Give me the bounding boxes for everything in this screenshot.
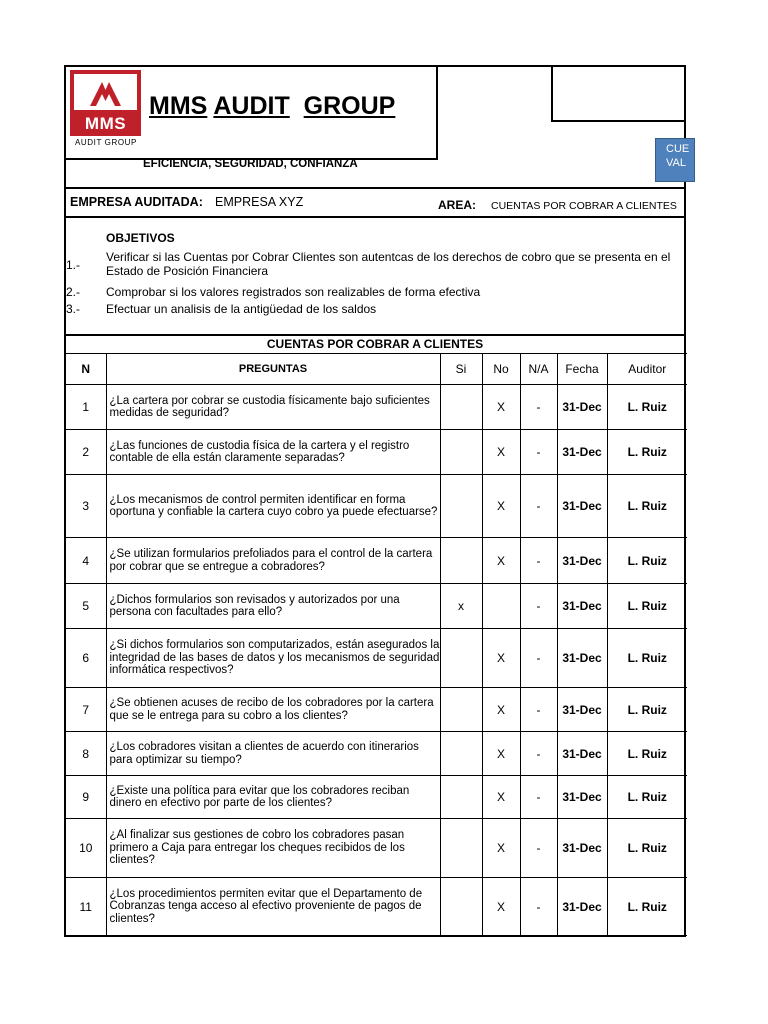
col-header-no: No xyxy=(482,354,520,385)
row-si[interactable] xyxy=(440,475,482,538)
row-si[interactable] xyxy=(440,430,482,475)
objective-text-2: Comprobar si los valores registrados son realizables de forma efectiva xyxy=(106,285,481,299)
brand-word-2: AUDIT xyxy=(213,92,290,120)
row-auditor[interactable]: L. Ruiz xyxy=(607,878,687,936)
table-row xyxy=(65,538,687,584)
objective-num-2: 2.- xyxy=(66,285,81,299)
row-no[interactable]: X xyxy=(482,475,520,538)
row-question: ¿Los procedimientos permiten evitar que el Departamento de Cobranzas tenga acceso al efectivo proveniente de pagos de clientes? xyxy=(106,878,440,936)
row-na[interactable]: - xyxy=(520,538,557,584)
objective-num-3: 3.- xyxy=(66,302,81,316)
mms-logo xyxy=(70,70,141,136)
row-number: 6 xyxy=(65,629,106,688)
row-question: ¿Si dichos formularios son computarizados, están asegurados la integridad de las bases de datos y los mecanismos de seguridad informática respectivos? xyxy=(106,629,440,688)
logo-subtext: AUDIT GROUP xyxy=(74,138,137,147)
row-na[interactable]: - xyxy=(520,878,557,936)
row-no[interactable]: X xyxy=(482,878,520,936)
row-number: 2 xyxy=(65,430,106,475)
logo-text: MMS xyxy=(84,114,127,133)
col-header-si: Si xyxy=(440,354,482,385)
logo-m-icon xyxy=(74,74,137,110)
row-number: 5 xyxy=(65,584,106,629)
divider-top xyxy=(64,187,686,189)
row-question: ¿Al finalizar sus gestiones de cobro los cobradores pasan primero a Caja para entregar los cheques recibidos de los clientes? xyxy=(106,819,440,878)
row-si[interactable] xyxy=(440,732,482,776)
row-question: ¿Los cobradores visitan a clientes de acuerdo con itinerarios para optimizar su tiempo? xyxy=(106,732,440,776)
row-fecha[interactable]: 31-Dec xyxy=(557,629,607,688)
brand-word-3: GROUP xyxy=(303,92,396,120)
objective-num-1: 1.- xyxy=(66,258,81,272)
table-row xyxy=(65,878,687,936)
row-na[interactable]: - xyxy=(520,688,557,732)
table-row xyxy=(65,688,687,732)
row-fecha[interactable]: 31-Dec xyxy=(557,538,607,584)
row-na[interactable]: - xyxy=(520,732,557,776)
company-label: EMPRESA AUDITADA: xyxy=(70,195,203,209)
row-number: 1 xyxy=(65,385,106,430)
table-row xyxy=(65,629,687,688)
row-question: ¿Se obtienen acuses de recibo de los cobradores por la cartera que se le entrega para su cobro a los clientes? xyxy=(106,688,440,732)
col-header-na: N/A xyxy=(520,354,557,385)
row-si[interactable] xyxy=(440,819,482,878)
row-question: ¿Existe una política para evitar que los cobradores reciban dinero en efectivo por parte de los clientes? xyxy=(106,776,440,819)
row-auditor[interactable]: L. Ruiz xyxy=(607,629,687,688)
divider-info xyxy=(64,216,686,218)
table-row xyxy=(65,430,687,475)
brand-title xyxy=(149,92,395,121)
col-header-n: N xyxy=(65,354,106,385)
row-number: 3 xyxy=(65,475,106,538)
button-line-1: CUE xyxy=(666,143,690,155)
row-question: ¿Las funciones de custodia física de la cartera y el registro contable de ella están claramente separadas? xyxy=(106,430,440,475)
row-question: ¿Dichos formularios son revisados y autorizados por una persona con facultades para ello? xyxy=(106,584,440,629)
row-auditor[interactable]: L. Ruiz xyxy=(607,776,687,819)
row-fecha[interactable]: 31-Dec xyxy=(557,819,607,878)
row-number: 8 xyxy=(65,732,106,776)
row-fecha[interactable]: 31-Dec xyxy=(557,732,607,776)
row-question: ¿La cartera por cobrar se custodia físicamente bajo suficientes medidas de seguridad? xyxy=(106,385,440,430)
row-fecha[interactable]: 31-Dec xyxy=(557,385,607,430)
row-auditor[interactable]: L. Ruiz xyxy=(607,385,687,430)
tagline: EFICIENCIA, SEGURIDAD, CONFIANZA xyxy=(143,158,358,170)
row-no[interactable]: X xyxy=(482,430,520,475)
company-value: EMPRESA XYZ xyxy=(215,195,304,209)
table-row xyxy=(65,732,687,776)
table-row xyxy=(65,584,687,629)
row-si[interactable]: x xyxy=(440,584,482,629)
row-na[interactable]: - xyxy=(520,475,557,538)
row-no[interactable]: X xyxy=(482,819,520,878)
row-fecha[interactable]: 31-Dec xyxy=(557,430,607,475)
row-no[interactable]: X xyxy=(482,732,520,776)
row-fecha[interactable]: 31-Dec xyxy=(557,584,607,629)
row-no[interactable] xyxy=(482,584,520,629)
row-number: 9 xyxy=(65,776,106,819)
row-question: ¿Los mecanismos de control permiten identificar en forma oportuna y confiable la cartera cuyo cobro ya puede efectuarse? xyxy=(106,475,440,538)
objective-text-3: Efectuar un analisis de la antigüedad de los saldos xyxy=(106,302,377,316)
row-na[interactable]: - xyxy=(520,385,557,430)
col-header-auditor: Auditor xyxy=(607,354,687,385)
area-value: CUENTAS POR COBRAR A CLIENTES xyxy=(491,200,677,212)
row-si[interactable] xyxy=(440,538,482,584)
table-row xyxy=(65,475,687,538)
row-na[interactable]: - xyxy=(520,584,557,629)
row-si[interactable] xyxy=(440,385,482,430)
row-question: ¿Se utilizan formularios prefoliados para el control de la cartera por cobrar que se entregue a cobradores? xyxy=(106,538,440,584)
row-number: 11 xyxy=(65,878,106,936)
table-row xyxy=(65,776,687,819)
row-number: 10 xyxy=(65,819,106,878)
objectives-title: OBJETIVOS xyxy=(106,231,175,245)
table-row xyxy=(65,385,687,430)
row-no[interactable]: X xyxy=(482,385,520,430)
table-header-row xyxy=(65,354,687,385)
row-na[interactable]: - xyxy=(520,776,557,819)
table-title: CUENTAS POR COBRAR A CLIENTES xyxy=(266,337,484,351)
row-auditor[interactable]: L. Ruiz xyxy=(607,475,687,538)
row-si[interactable] xyxy=(440,688,482,732)
area-label: AREA: xyxy=(438,198,476,212)
checklist-table xyxy=(64,353,687,936)
row-number: 4 xyxy=(65,538,106,584)
row-fecha[interactable]: 31-Dec xyxy=(557,878,607,936)
row-auditor[interactable]: L. Ruiz xyxy=(607,538,687,584)
row-fecha[interactable]: 31-Dec xyxy=(557,688,607,732)
brand-word-1: MMS xyxy=(149,92,208,120)
objective-text-1: Verificar si las Cuentas por Cobrar Clientes son autentcas de los derechos de cobro que se presenta en el Estado de Posición Financiera xyxy=(106,250,671,278)
divider-objectives xyxy=(64,334,686,336)
top-right-cell xyxy=(551,65,686,122)
row-fecha[interactable]: 31-Dec xyxy=(557,776,607,819)
row-na[interactable]: - xyxy=(520,629,557,688)
row-no[interactable]: X xyxy=(482,688,520,732)
row-no[interactable]: X xyxy=(482,538,520,584)
row-no[interactable]: X xyxy=(482,776,520,819)
row-auditor[interactable]: L. Ruiz xyxy=(607,430,687,475)
row-number: 7 xyxy=(65,688,106,732)
row-na[interactable]: - xyxy=(520,819,557,878)
row-auditor[interactable]: L. Ruiz xyxy=(607,584,687,629)
row-auditor[interactable]: L. Ruiz xyxy=(607,688,687,732)
form-control-button[interactable] xyxy=(655,138,695,182)
row-si[interactable] xyxy=(440,776,482,819)
col-header-preguntas: PREGUNTAS xyxy=(106,354,440,385)
row-auditor[interactable]: L. Ruiz xyxy=(607,819,687,878)
row-auditor[interactable]: L. Ruiz xyxy=(607,732,687,776)
row-si[interactable] xyxy=(440,878,482,936)
row-na[interactable]: - xyxy=(520,430,557,475)
col-header-fecha: Fecha xyxy=(557,354,607,385)
row-fecha[interactable]: 31-Dec xyxy=(557,475,607,538)
row-si[interactable] xyxy=(440,629,482,688)
button-line-2: VAL xyxy=(666,157,686,169)
table-row xyxy=(65,819,687,878)
row-no[interactable]: X xyxy=(482,629,520,688)
